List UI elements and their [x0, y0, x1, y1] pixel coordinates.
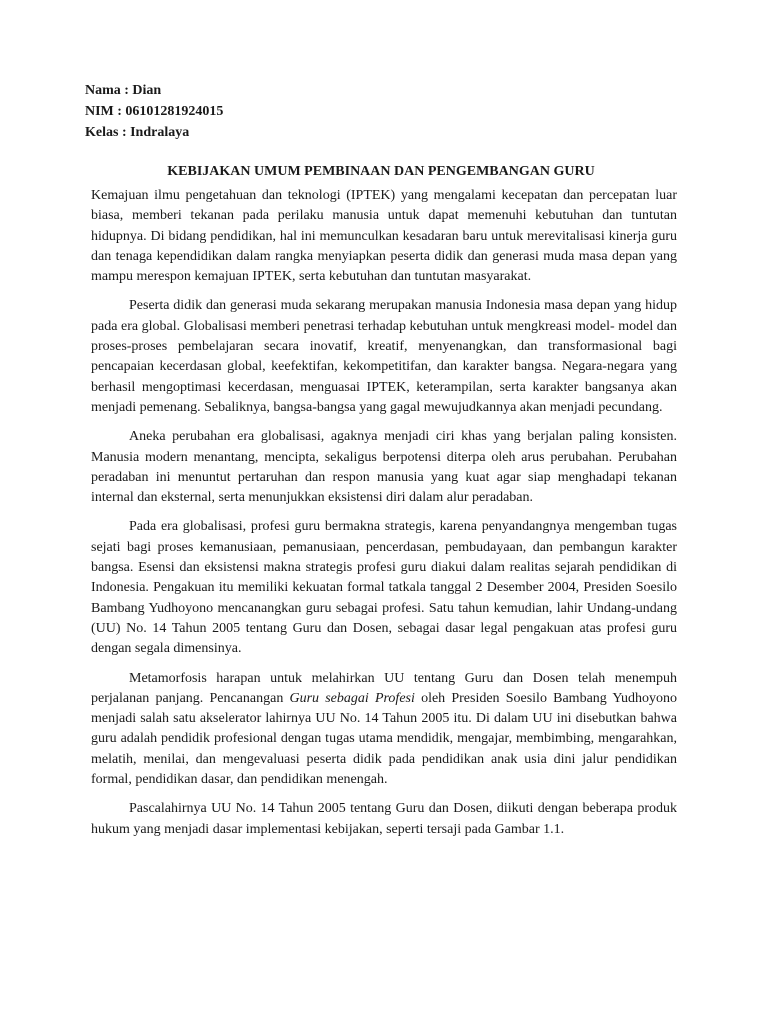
student-info: [85, 80, 223, 143]
paragraph-5-italic-term: Guru sebagai Profesi: [289, 690, 415, 706]
paragraph-1: Kemajuan ilmu pengetahuan dan teknologi (IPTEK) yang mengalami kecepatan dan percepatan luar biasa, memberi tekanan pada perilaku manusia untuk dapat memenuhi kebutuhan dan tuntutan hidupnya. Di bidang pendidikan, hal ini memunculkan kesadaran baru untuk merevitalisasi kinerja guru dan tenaga kependidikan dalam rangka menyiapkan peserta didik dan generasi muda masa depan yang mampu merespon kemajuan IPTEK, serta kebutuhan dan tuntutan masyarakat.: [91, 188, 677, 285]
student-class: Kelas : Indralaya: [85, 125, 190, 140]
paragraph-5-text-end: oleh Presiden Soesilo Bambang Yudhoyono menjadi salah satu akselerator lahirnya UU No. 14 Tahun 2005 itu. Di dalam UU ini disebutkan bahwa guru adalah pendidik profesional dengan tugas utama mendidik, mengajar, membimbing, mengarahkan, melatih, menilai, dan mengevaluasi peserta didik pada pendidikan anak usia dini jalur pendidikan formal, pendidikan dasar, dan pendidikan menengah.: [91, 690, 677, 788]
document-title: KEBIJAKAN UMUM PEMBINAAN DAN PENGEMBANGAN GURU: [167, 164, 595, 179]
paragraph-4: Pada era globalisasi, profesi guru bermakna strategis, karena penyandangnya mengemban tugas sejati bagi proses kemanusiaan, pemanusiaan, pencerdasan, pembudayaan, dan pembangun karakter bangsa. Esensi dan eksistensi makna strategis profesi guru diakui dalam realitas sejarah pendidikan di Indonesia. Pengakuan itu memiliki kekuatan formal tatkala tanggal 2 Desember 2004, Presiden Soesilo Bambang Yudhoyono mencanangkan guru sebagai profesi. Satu tahun kemudian, lahir Undang-undang (UU) No. 14 Tahun 2005 tentang Guru dan Dosen, sebagai dasar legal pengakuan atas profesi guru dengan segala dimensinya.: [91, 519, 677, 657]
paragraph-6: Pascalahirnya UU No. 14 Tahun 2005 tentang Guru dan Dosen, diikuti dengan beberapa produk hukum yang menjadi dasar implementasi kebijakan, seperti tersaji pada Gambar 1.1.: [91, 801, 677, 837]
paragraph-5-text-start: Metamorfosis harapan untuk melahirkan UU tentang Guru dan Dosen telah menempuh perjalanan panjang. Pencanangan: [91, 670, 677, 706]
student-name: Nama : Dian: [85, 83, 162, 98]
paragraph-2: Peserta didik dan generasi muda sekarang merupakan manusia Indonesia masa depan yang hidup pada era global. Globalisasi memberi penetrasi terhadap kebutuhan untuk mengkreasi model- model dan proses-proses pembelajaran secara inovatif, kreatif, menyenangkan, dan transformasional bagi pencapaian kecerdasan global, keefektifan, kekompetitifan, dan karakter bangsa. Negara-negara yang berhasil mengoptimasi kecerdasan, menguasai IPTEK, keterampilan, serta karakter bangsanya akan menjadi pemenang. Sebaliknya, bangsa-bangsa yang gagal mewujudkannya akan menjadi pecundang.: [91, 298, 677, 415]
paragraph-3: Aneka perubahan era globalisasi, agaknya menjadi ciri khas yang berjalan paling konsisten. Manusia modern menantang, mencipta, sekaligus berpotensi diterpa oleh arus perubahan. Perubahan peradaban ini menuntut pertaruhan dan respon manusia yang kuat agar siap menghadapi tekanan internal dan eksternal, serta menunjukkan eksistensi diri dalam alur peradaban.: [91, 429, 677, 506]
paragraph-5: [91, 669, 677, 791]
document-body: [91, 186, 677, 840]
student-nim: NIM : 06101281924015: [85, 104, 224, 119]
